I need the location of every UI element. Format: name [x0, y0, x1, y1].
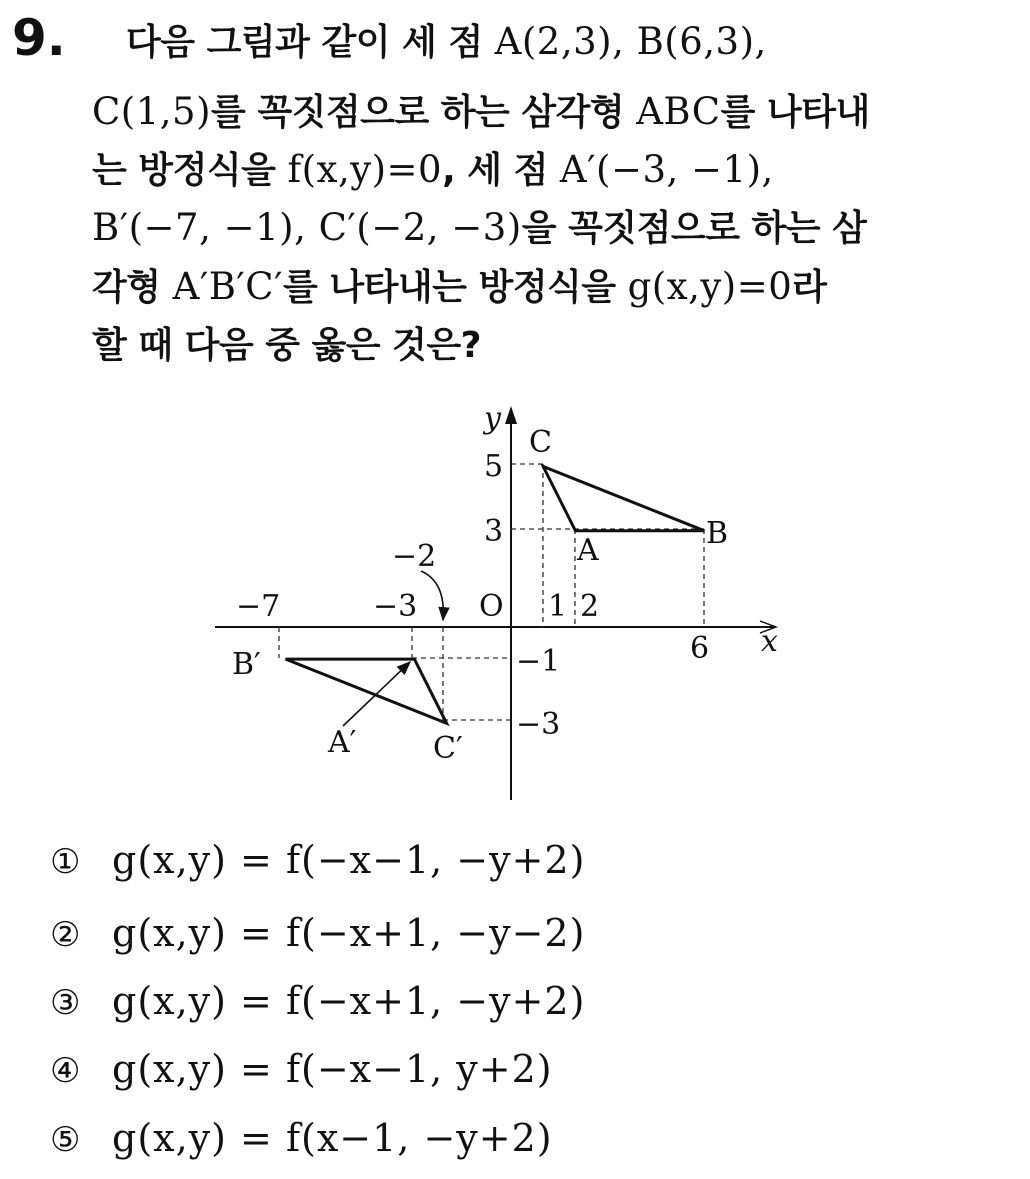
y-tick-minus-1: −1	[516, 644, 561, 679]
choice-expression: g(x,y) = f(−x+1, −y−2)	[112, 911, 586, 955]
choice-expression: g(x,y) = f(x−1, −y+2)	[112, 1116, 553, 1160]
math-expression: A′B′C′	[172, 265, 284, 308]
math-expression: A(2,3), B(6,3),	[494, 20, 767, 63]
y-tick-3: 3	[484, 514, 504, 549]
vertex-label-c: C	[529, 425, 552, 460]
choice-1[interactable]	[50, 835, 585, 887]
x-axis-label: x	[761, 624, 778, 659]
question-text: 를 나타내는 방정식을	[283, 267, 628, 308]
pointer-arrow-a-prime	[343, 662, 410, 726]
math-expression: g(x,y)=0	[627, 265, 793, 308]
choice-4[interactable]	[50, 1044, 553, 1096]
vertex-label-b-prime: B′	[232, 647, 261, 682]
math-expression: B′(−7, −1), C′(−2, −3)	[92, 206, 522, 249]
question-text: 을 꼭짓점으로 하는 삼	[521, 208, 867, 249]
x-tick-6: 6	[690, 631, 710, 666]
y-tick-5: 5	[484, 449, 504, 484]
choice-3[interactable]	[50, 976, 585, 1028]
choice-number: ①	[50, 842, 81, 882]
choice-number: ③	[50, 983, 81, 1023]
y-axis-label: y	[484, 401, 501, 436]
choice-number: ②	[50, 915, 81, 955]
x-tick-2: 2	[580, 589, 600, 624]
math-expression: f(x,y)=0	[287, 148, 443, 191]
question-text: 를 나타내	[720, 92, 870, 133]
choice-number: ⑤	[50, 1120, 81, 1160]
math-expression: C(1,5)	[92, 90, 212, 133]
choice-expression: g(x,y) = f(−x−1, −y+2)	[112, 838, 586, 882]
vertex-label-a-prime: A′	[328, 725, 357, 760]
x-tick-minus-2: −2	[392, 539, 437, 574]
y-tick-minus-3: −3	[516, 707, 561, 742]
question-text: 라	[792, 267, 827, 308]
vertex-label-c-prime: C′	[433, 731, 463, 766]
question-text: , 세 점	[442, 150, 560, 191]
origin-label: O	[479, 589, 504, 624]
question-text: 는 방정식을	[92, 150, 288, 191]
question-number: 9.	[12, 9, 66, 67]
question-text: 다음 그림과 같이 세 점	[126, 22, 495, 63]
choice-expression: g(x,y) = f(−x+1, −y+2)	[112, 979, 586, 1023]
question-text: 를 꼭짓점으로 하는 삼각형	[211, 92, 637, 133]
math-expression: ABC	[636, 90, 721, 133]
pointer-arrow-minus-2	[421, 571, 443, 620]
choice-expression: g(x,y) = f(−x−1, y+2)	[112, 1047, 553, 1091]
x-tick-minus-7: −7	[236, 589, 281, 624]
choice-5[interactable]	[50, 1113, 553, 1165]
question-text: 할 때 다음 중 옳은 것은?	[92, 325, 482, 366]
vertex-label-b: B	[706, 516, 729, 551]
triangle-a-prime-b-prime-c-prime	[286, 659, 447, 723]
x-tick-minus-3: −3	[373, 589, 418, 624]
vertex-label-a: A	[577, 533, 599, 568]
triangle-abc	[543, 467, 704, 531]
question-text: 각형	[92, 267, 173, 308]
y-axis-arrow-icon	[505, 406, 517, 424]
choice-2[interactable]	[50, 908, 585, 960]
math-expression: A′(−3, −1),	[559, 148, 774, 191]
x-tick-1: 1	[548, 589, 568, 624]
choice-number: ④	[50, 1051, 81, 1091]
